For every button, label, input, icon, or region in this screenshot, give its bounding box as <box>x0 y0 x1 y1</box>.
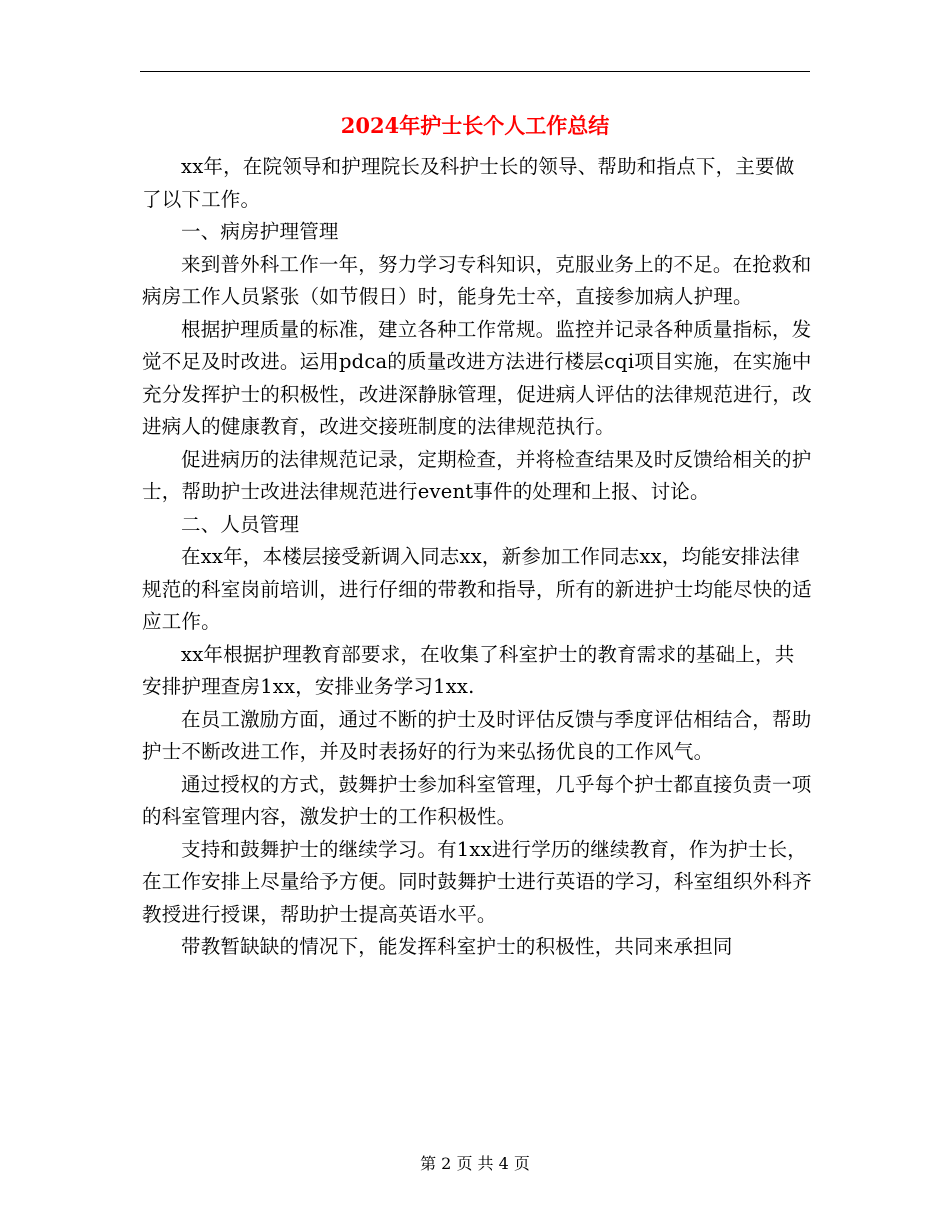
paragraph: 支持和鼓舞护士的继续学习。有1xx进行学历的继续教育，作为护士长，在工作安排上尽量给予方便。同时鼓舞护士进行英语的学习，科室组织外科齐教授进行授课，帮助护士提高英语水平。 <box>142 837 812 926</box>
section-heading: 一、病房护理管理 <box>181 220 339 243</box>
page-footer: 第 2 页 共 4 页 <box>420 1154 530 1173</box>
document-title: 2024年护士长个人工作总结 <box>340 113 610 138</box>
paragraph: 在员工激励方面，通过不断的护士及时评估反馈与季度评估相结合，帮助护士不断改进工作，并及时表扬好的行为来弘扬优良的工作风气。 <box>142 707 812 763</box>
paragraph: 来到普外科工作一年，努力学习专科知识，克服业务上的不足。在抢救和病房工作人员紧张（如节假日）时，能身先士卒，直接参加病人护理。 <box>142 252 812 308</box>
header-rule <box>140 71 810 72</box>
paragraph: xx年根据护理教育部要求，在收集了科室护士的教育需求的基础上，共安排护理查房1xx，安排业务学习1xx. <box>142 642 795 698</box>
paragraph: 在xx年，本楼层接受新调入同志xx，新参加工作同志xx，均能安排法律规范的科室岗前培训，进行仔细的带教和指导，所有的新进护士均能尽快的适应工作。 <box>142 545 812 633</box>
section-heading: 二、人员管理 <box>181 512 300 536</box>
paragraph: 根据护理质量的标准，建立各种工作常规。监控并记录各种质量指标，发觉不足及时改进。运用pdca的质量改进方法进行楼层cqi项目实施，在实施中充分发挥护士的积极性，改进深静脉管理，促进病人评估的法律规范进行，改进病人的健康教育，改进交接班制度的法律规范执行。 <box>142 317 812 438</box>
paragraph: 通过授权的方式，鼓舞护士参加科室管理，几乎每个护士都直接负责一项的科室管理内容，激发护士的工作积极性。 <box>142 772 812 828</box>
paragraph: 促进病历的法律规范记录，定期检查，并将检查结果及时反馈给相关的护士，帮助护士改进法律规范进行event事件的处理和上报、讨论。 <box>142 447 812 503</box>
paragraph: 带教暂缺缺的情况下，能发挥科室护士的积极性，共同来承担同 <box>181 935 733 958</box>
document-body <box>142 151 812 964</box>
paragraph: xx年，在院领导和护理院长及科护士长的领导、帮助和指点下，主要做了以下工作。 <box>142 155 795 211</box>
